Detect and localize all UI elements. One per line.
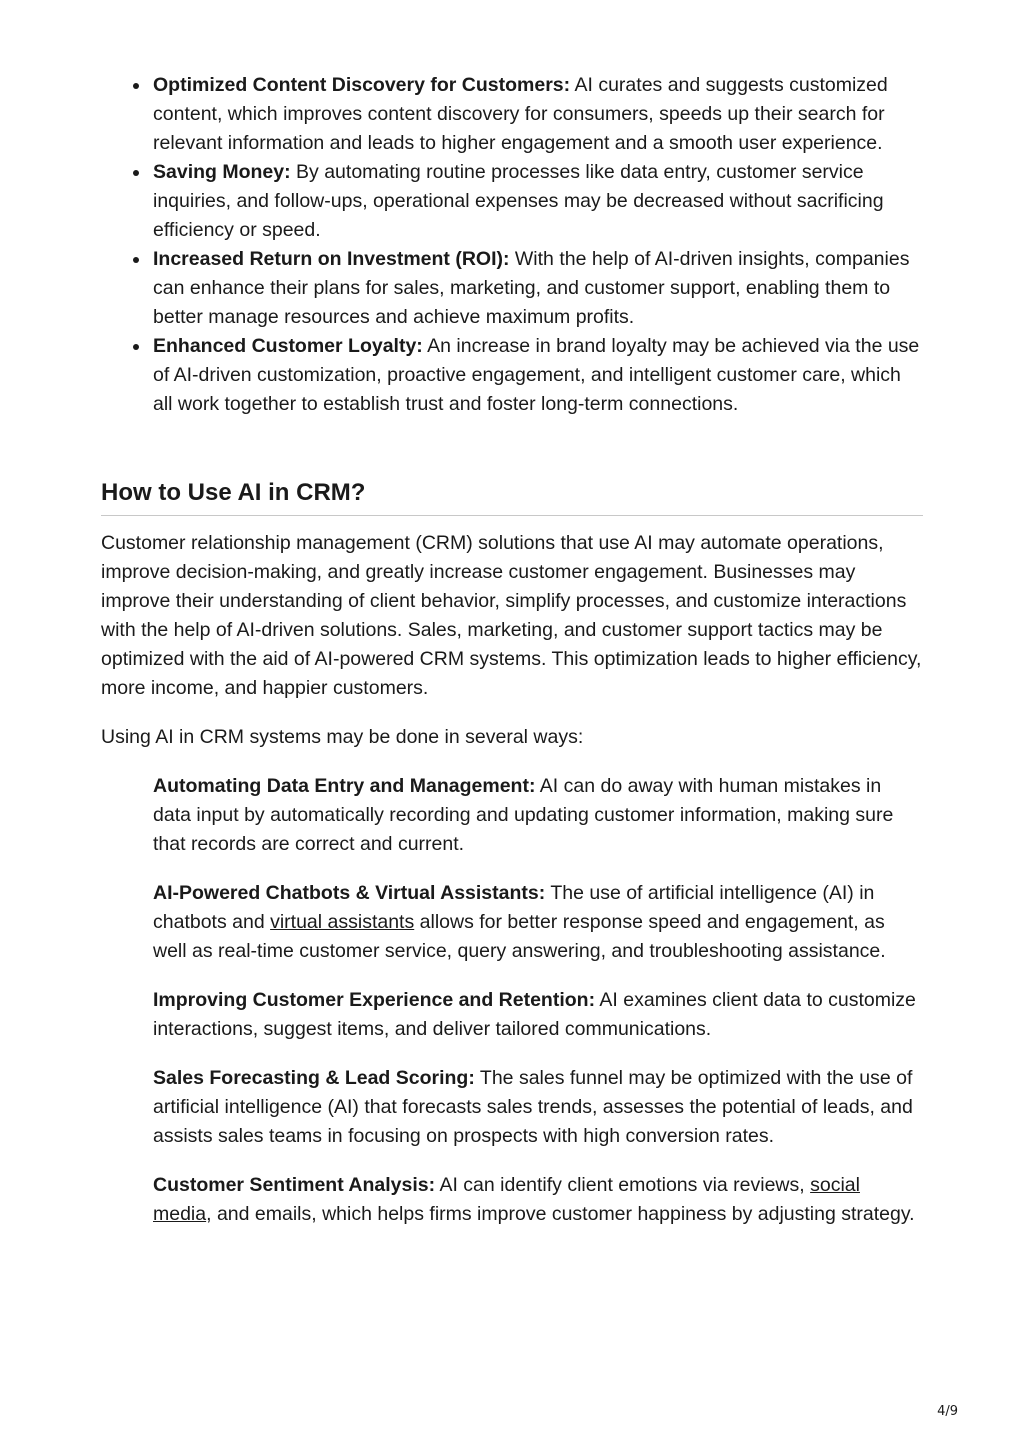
list-item-text: By automating routine processes like data entry, customer service inquiries, and follow-ups, operational expenses may be decreased without sacrificing efficiency or speed. xyxy=(153,161,884,241)
way-title: Customer Sentiment Analysis: xyxy=(153,1174,436,1196)
way-item xyxy=(153,1171,923,1229)
benefits-list xyxy=(101,71,923,419)
way-text: The sales funnel may be optimized with the use of artificial intelligence (AI) that forecasts sales trends, assesses the potential of leads, and assists sales teams in focusing on prospects with high conversion rates. xyxy=(153,1067,913,1147)
bullet-icon xyxy=(133,344,139,350)
list-item-title: Saving Money: xyxy=(153,161,291,183)
way-title: Automating Data Entry and Management: xyxy=(153,775,536,797)
list-item xyxy=(153,332,923,419)
way-text-after: allows for better response speed and engagement, as well as real-time customer service, query answering, and troubleshooting assistance. xyxy=(153,911,886,962)
section-intro: Customer relationship management (CRM) solutions that use AI may automate operations, improve decision-making, and greatly increase customer engagement. Businesses may improve their understanding of client behavior, simplify processes, and customize interactions with the help of AI-driven solutions. Sales, marketing, and customer support tactics may be optimized with the aid of AI-powered CRM systems. This optimization leads to higher efficiency, more income, and happier customers. xyxy=(101,532,922,699)
way-text-before: AI can identify client emotions via reviews, xyxy=(439,1174,805,1196)
list-item-text: An increase in brand loyalty may be achieved via the use of AI-driven customization, proactive engagement, and intelligent customer care, which all work together to establish trust and foster long-term connections. xyxy=(153,335,920,415)
way-title: AI-Powered Chatbots & Virtual Assistants: xyxy=(153,882,546,904)
way-item xyxy=(153,879,923,966)
list-item xyxy=(153,158,923,245)
way-item xyxy=(153,1064,923,1151)
list-item xyxy=(153,245,923,332)
section-heading: How to Use AI in CRM? xyxy=(101,477,923,516)
way-text: AI can do away with human mistakes in data input by automatically recording and updating customer information, making sure that records are correct and current. xyxy=(153,775,894,855)
page-number: 4/9 xyxy=(937,1404,958,1419)
bullet-icon xyxy=(133,83,139,89)
list-item-title: Enhanced Customer Loyalty: xyxy=(153,335,423,357)
way-text-before: The use of artificial intelligence (AI) in chatbots and xyxy=(153,882,875,933)
list-item-title: Optimized Content Discovery for Customers: xyxy=(153,74,571,96)
list-item-text: With the help of AI-driven insights, companies can enhance their plans for sales, marketing, and customer support, enabling them to better manage resources and achieve maximum profits. xyxy=(153,248,910,328)
way-item xyxy=(153,986,923,1044)
section-lead: Using AI in CRM systems may be done in several ways: xyxy=(101,726,584,748)
way-text-after: , and emails, which helps firms improve customer happiness by adjusting strategy. xyxy=(206,1203,915,1225)
way-text: AI examines client data to customize interactions, suggest items, and deliver tailored communications. xyxy=(153,989,916,1040)
list-item-text: AI curates and suggests customized content, which improves content discovery for consumers, speeds up their search for relevant information and leads to higher engagement and a smooth user experience. xyxy=(153,74,888,154)
way-title: Sales Forecasting & Lead Scoring: xyxy=(153,1067,475,1089)
list-item xyxy=(153,71,923,158)
ways-list xyxy=(153,772,923,1229)
social-media-link[interactable]: social media xyxy=(153,1174,860,1225)
virtual-assistants-link[interactable]: virtual assistants xyxy=(270,911,415,933)
crm-section xyxy=(101,477,923,1249)
bullet-icon xyxy=(133,257,139,263)
bullet-icon xyxy=(133,170,139,176)
way-item xyxy=(153,772,923,859)
list-item-title: Increased Return on Investment (ROI): xyxy=(153,248,510,270)
way-title: Improving Customer Experience and Retention: xyxy=(153,989,596,1011)
